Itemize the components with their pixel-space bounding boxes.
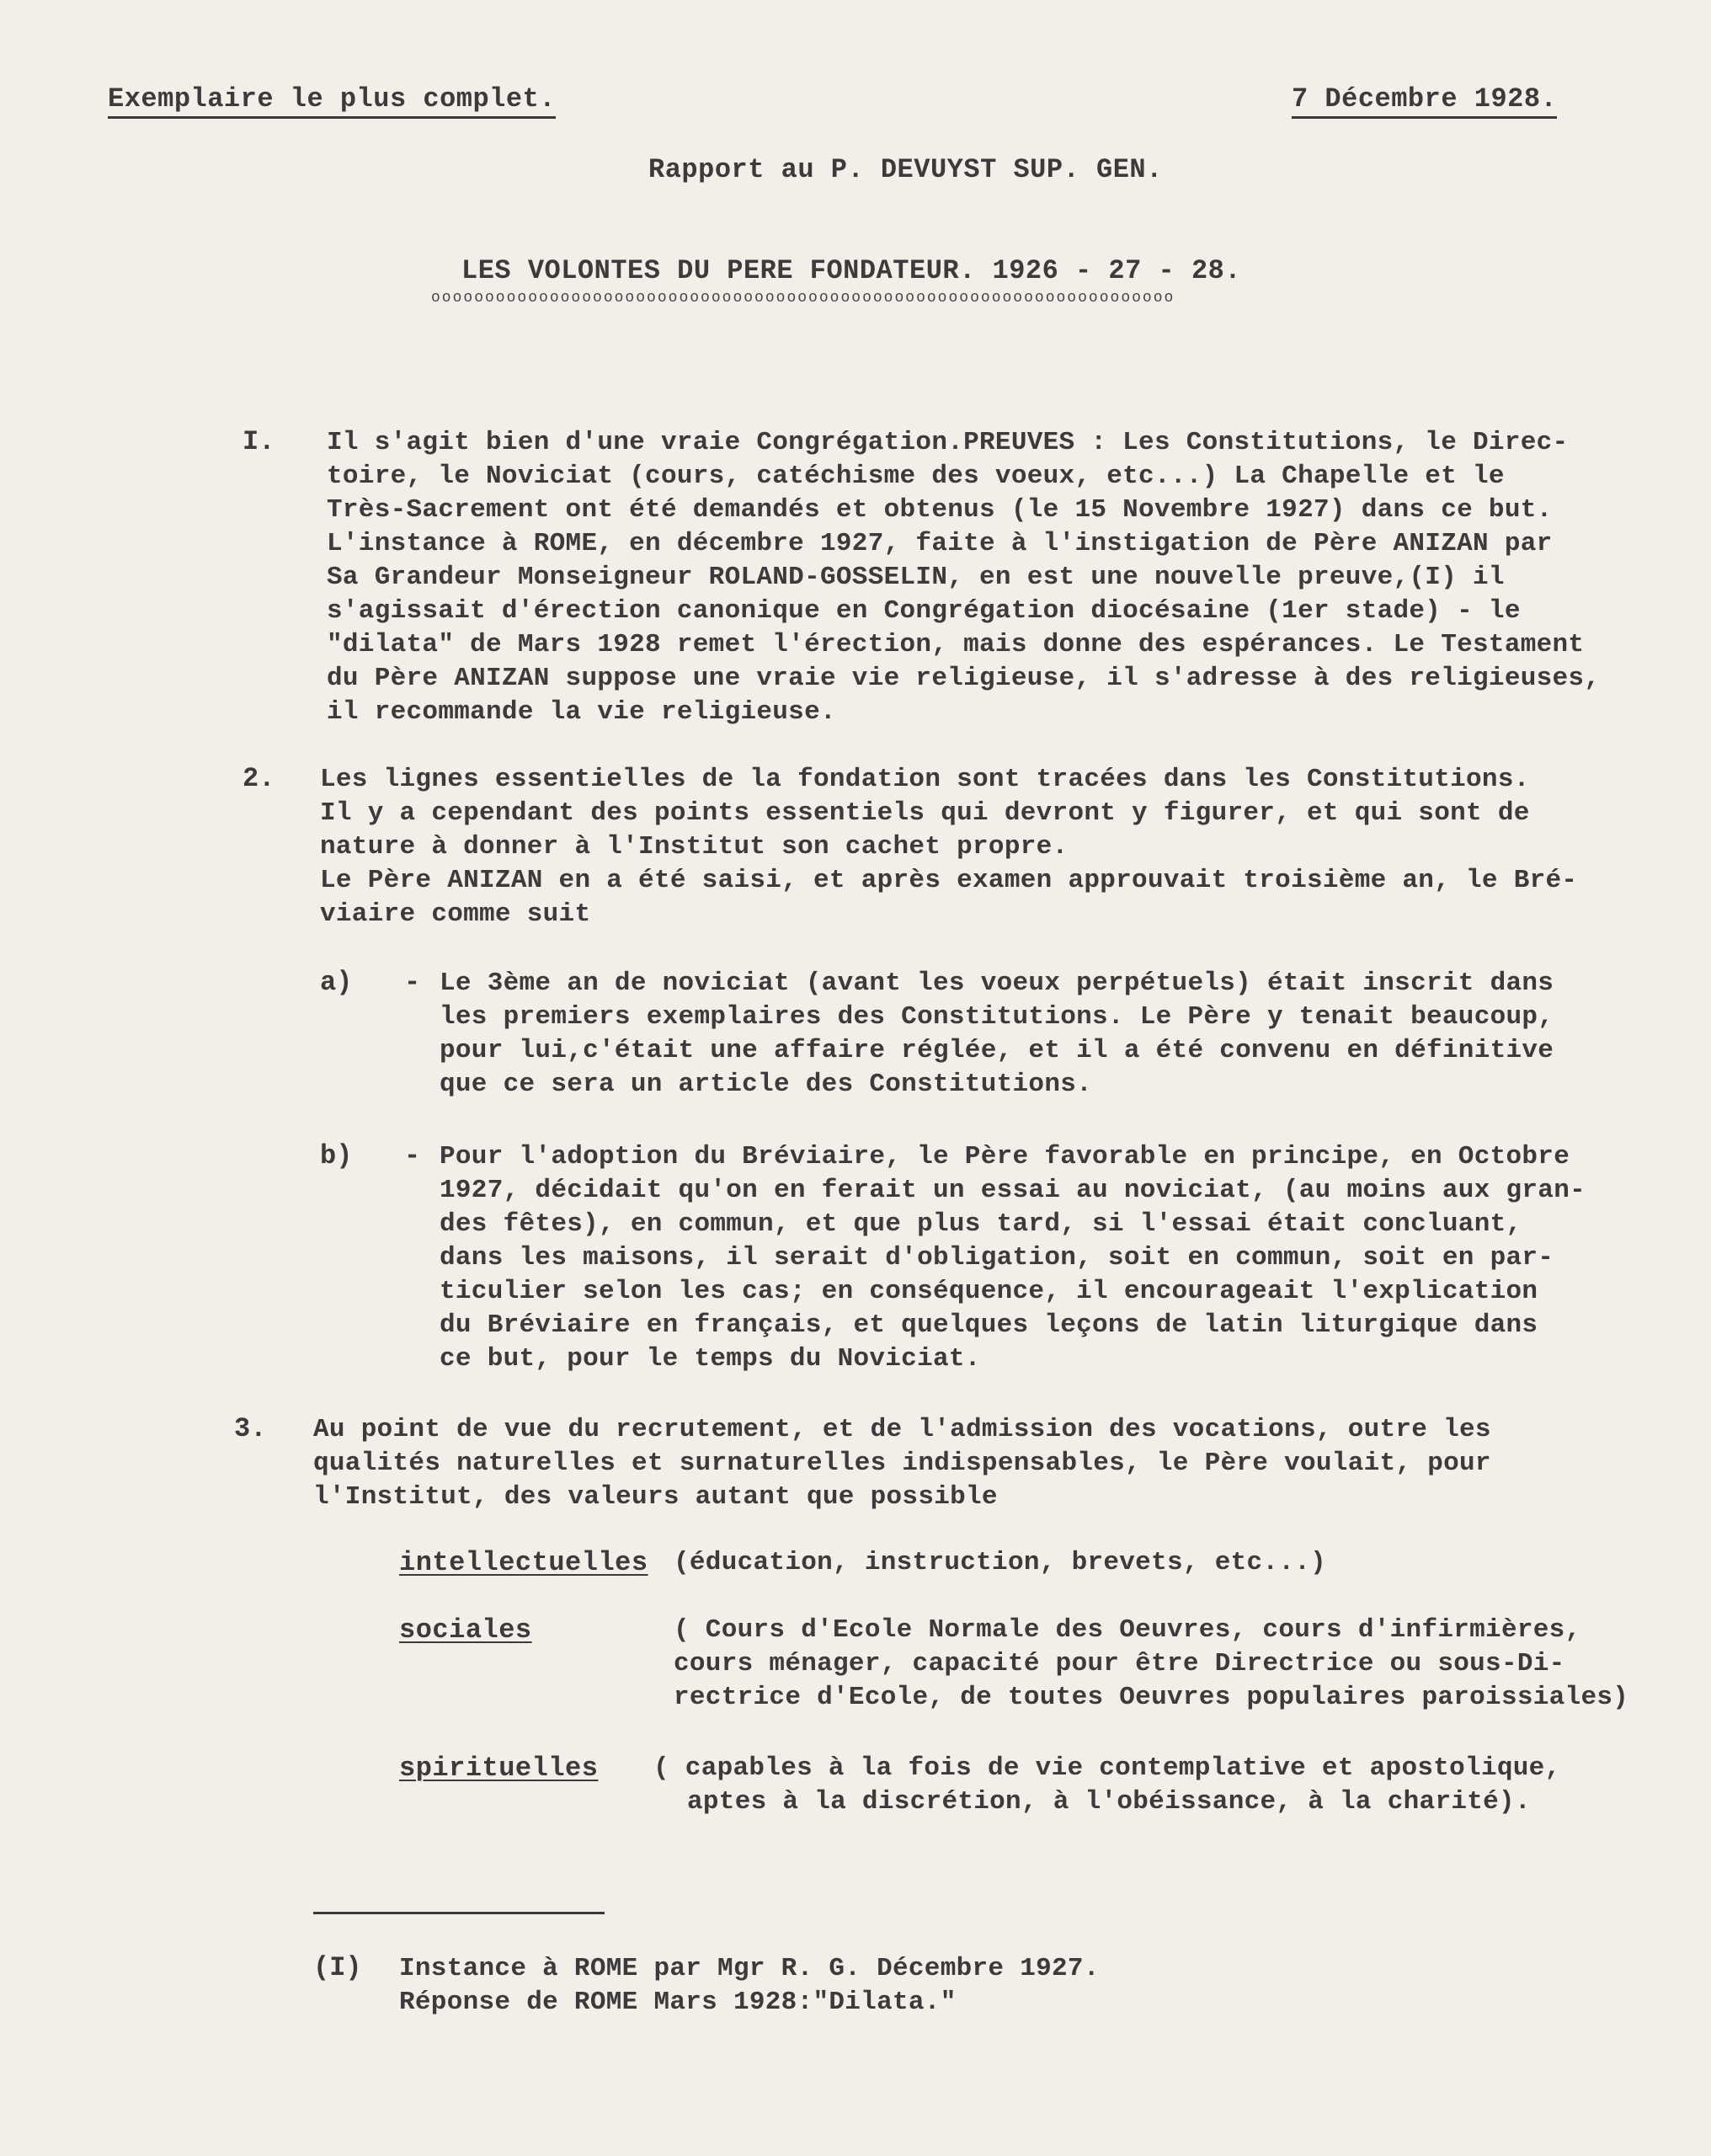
section-3-text (313, 1413, 1491, 1514)
text-line: Instance à ROME par Mgr R. G. Décembre 1927. (399, 1954, 1100, 1983)
text-line: 1927, décidait qu'on en ferait un essai au noviciat, (au moins aux gran- (440, 1176, 1586, 1205)
text-line: (éducation, instruction, brevets, etc...) (674, 1548, 1327, 1577)
text-line: cours ménager, capacité pour être Directrice ou sous-Di- (674, 1649, 1565, 1678)
text-line: Le 3ème an de noviciat (avant les voeux perpétuels) était inscrit dans (440, 969, 1554, 998)
text-line: il recommande la vie religieuse. (327, 697, 836, 727)
text-line: Le Père ANIZAN en a été saisi, et après examen approuvait troisième an, le Bré- (320, 866, 1578, 895)
value-term-spirituelles: spirituelles (399, 1753, 599, 1784)
item-b-text (440, 1140, 1586, 1376)
value-desc-sociales (674, 1614, 1628, 1715)
footnote-text (399, 1952, 1100, 2020)
section-2-text (320, 763, 1577, 931)
item-a-label: a) (320, 967, 353, 998)
text-line: Les lignes essentielles de la fondation sont tracées dans les Constitutions. (320, 765, 1530, 794)
document-title: LES VOLONTES DU PERE FONDATEUR. 1926 - 27 - 28. (461, 255, 1242, 286)
text-line: l'Institut, des valeurs autant que possible (313, 1482, 998, 1512)
footnote-marker: (I) (313, 1952, 362, 1983)
text-line: qualités naturelles et surnaturelles indispensables, le Père voulait, pour (313, 1449, 1491, 1478)
item-b-label: b) (320, 1140, 353, 1171)
text-line: les premiers exemplaires des Constitutions. Le Père y tenait beaucoup, (440, 1002, 1554, 1032)
text-line: aptes à la discrétion, à l'obéissance, à la charité). (687, 1787, 1531, 1817)
text-line: Sa Grandeur Monseigneur ROLAND-GOSSELIN, en est une nouvelle preuve,(I) il (327, 563, 1505, 592)
text-line: pour lui,c'était une affaire réglée, et il a été convenu en définitive (440, 1036, 1554, 1065)
document-date: 7 Décembre 1928. (1292, 83, 1557, 119)
section-1-text (327, 426, 1600, 729)
text-line: que ce sera un article des Constitutions. (440, 1070, 1093, 1099)
text-line: "dilata" de Mars 1928 remet l'érection, mais donne des espérances. Le Testament (327, 630, 1585, 659)
text-line: s'agissait d'érection canonique en Congrégation diocésaine (1er stade) - le (327, 596, 1521, 626)
title-dotted-rule: ooooooooooooooooooooooooooooooooooooooooooooooooooooooooooooooooooooo (431, 290, 1175, 307)
text-line: des fêtes), en commun, et que plus tard, si l'essai était concluant, (440, 1209, 1522, 1239)
text-line: Au point de vue du recrutement, et de l'admission des vocations, outre les (313, 1415, 1491, 1444)
text-line: Pour l'adoption du Bréviaire, le Père favorable en principe, en Octobre (440, 1142, 1570, 1171)
text-line: viaire comme suit (320, 899, 591, 929)
text-line: L'instance à ROME, en décembre 1927, faite à l'instigation de Père ANIZAN par (327, 529, 1553, 558)
item-a-dash: - (404, 967, 421, 998)
text-line: dans les maisons, il serait d'obligation, soit en commun, soit en par- (440, 1243, 1554, 1273)
value-desc-intellectuelles (674, 1546, 1326, 1580)
footnote-rule (313, 1912, 605, 1914)
text-line: toire, le Noviciat (cours, catéchisme des voeux, etc...) La Chapelle et le (327, 462, 1505, 491)
text-line: du Père ANIZAN suppose une vraie vie religieuse, il s'adresse à des religieuses, (327, 664, 1601, 693)
text-line: ( Cours d'Ecole Normale des Oeuvres, cours d'infirmières, (674, 1615, 1581, 1645)
value-term-intellectuelles: intellectuelles (399, 1547, 648, 1578)
text-line: nature à donner à l'Institut son cachet propre. (320, 832, 1069, 862)
report-recipient: Rapport au P. DEVUYST SUP. GEN. (648, 154, 1163, 185)
text-line: ticulier selon les cas; en conséquence, il encourageait l'explication (440, 1277, 1538, 1306)
text-line: Réponse de ROME Mars 1928:"Dilata." (399, 1988, 957, 2017)
text-line: rectrice d'Ecole, de toutes Oeuvres populaires paroissiales) (674, 1683, 1629, 1712)
item-b-dash: - (404, 1140, 421, 1171)
value-term-sociales: sociales (399, 1614, 532, 1646)
text-line: ( capables à la fois de vie contemplative et apostolique, (653, 1753, 1561, 1783)
text-line: Il y a cependant des points essentiels qui devront y figurer, et qui sont de (320, 798, 1530, 828)
value-desc-spirituelles (653, 1752, 1560, 1819)
text-line: Il s'agit bien d'une vraie Congrégation.PREUVES : Les Constitutions, le Direc- (327, 428, 1569, 457)
section-1-number: I. (243, 426, 275, 457)
section-2-number: 2. (243, 763, 275, 794)
item-a-text (440, 967, 1554, 1102)
text-line: du Bréviaire en français, et quelques leçons de latin liturgique dans (440, 1310, 1538, 1340)
text-line: Très-Sacrement ont été demandés et obtenus (le 15 Novembre 1927) dans ce but. (327, 495, 1553, 525)
text-line: ce but, pour le temps du Noviciat. (440, 1344, 981, 1374)
copy-note: Exemplaire le plus complet. (108, 83, 556, 119)
section-3-number: 3. (234, 1413, 267, 1444)
